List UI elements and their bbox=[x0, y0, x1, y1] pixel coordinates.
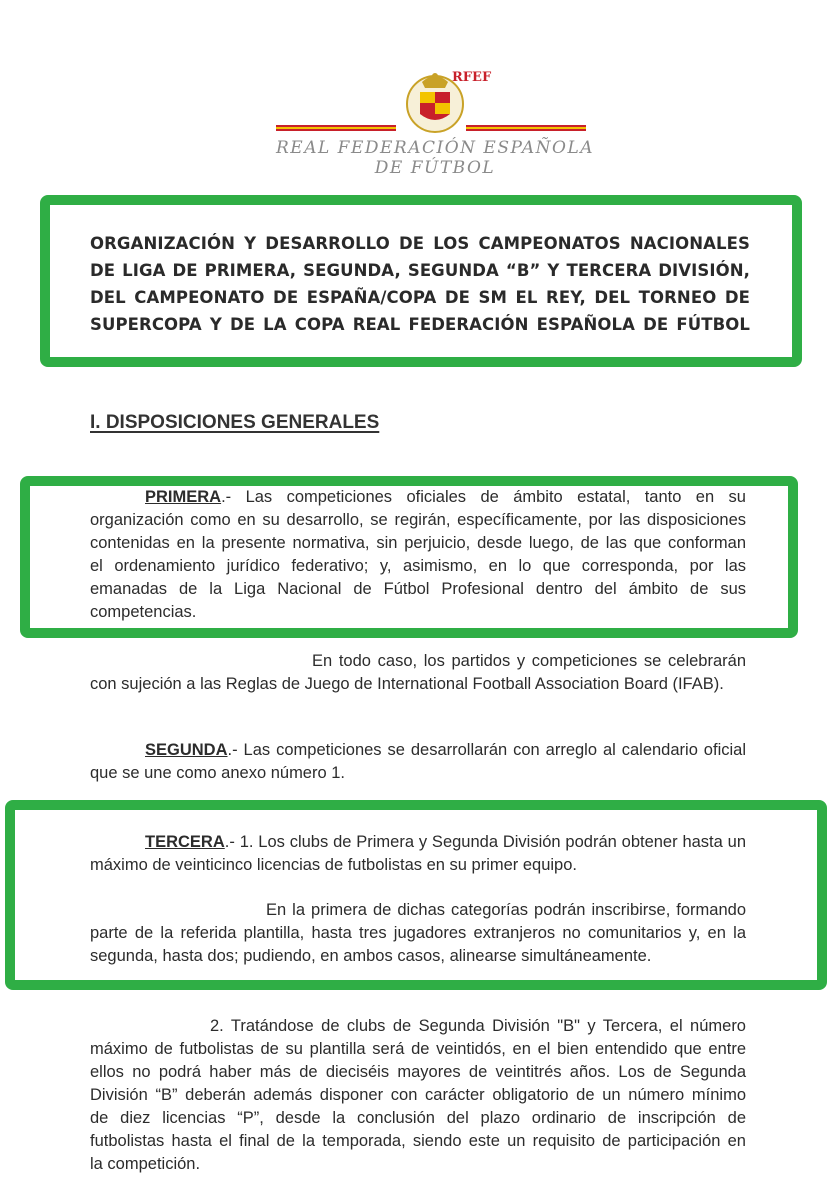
article-tercera-continued bbox=[90, 899, 746, 968]
letterhead bbox=[0, 0, 828, 180]
title-line: DE LIGA DE PRIMERA, SEGUNDA, SEGUNDA “B” Y TERCERA DIVISIÓN, bbox=[90, 261, 750, 280]
rfef-monogram: RFEF bbox=[452, 70, 492, 85]
paragraph-line: máximo de futbolistas de su plantilla será de veintidós, en el bien entendido que entre bbox=[90, 1040, 746, 1058]
paragraph-line: PRIMERA.- Las competiciones oficiales de ámbito estatal, tanto en su bbox=[145, 488, 746, 506]
paragraph-line: parte de la referida plantilla, hasta tres jugadores extranjeros no comunitarios y, en la bbox=[90, 924, 746, 942]
article-primera-continued bbox=[90, 650, 746, 696]
paragraph-line: En la primera de dichas categorías podrán inscribirse, formando bbox=[266, 901, 746, 919]
article-label: SEGUNDA bbox=[145, 741, 228, 759]
paragraph-line: 2. Tratándose de clubs de Segunda División "B" y Tercera, el número bbox=[210, 1017, 746, 1035]
paragraph-line: futbolistas hasta el final de la temporada, siendo este un requisito de participación en bbox=[90, 1132, 746, 1150]
paragraph-line: máximo de veinticinco licencias de futbolistas en su primer equipo. bbox=[90, 856, 577, 874]
article-segunda bbox=[90, 739, 746, 785]
paragraph-line: segunda, hasta dos; pudiendo, en ambos casos, alinearse simultáneamente. bbox=[90, 947, 652, 965]
paragraph-line: de diez licencias “P”, desde la conclusión del plazo ordinario de inscripción de bbox=[90, 1109, 746, 1127]
article-primera bbox=[90, 486, 746, 624]
paragraph-line: organización como en su desarrollo, se regirán, específicamente, por las disposiciones bbox=[90, 511, 746, 529]
article-tercera-point-2 bbox=[90, 1015, 746, 1176]
paragraph-line: TERCERA.- 1. Los clubs de Primera y Segunda División podrán obtener hasta un bbox=[145, 833, 746, 851]
paragraph-line: División “B” deberán además disponer con carácter obligatorio de un número mínimo bbox=[90, 1086, 746, 1104]
article-label: PRIMERA bbox=[145, 488, 222, 506]
title-line: DEL CAMPEONATO DE ESPAÑA/COPA DE SM EL REY, DEL TORNEO DE bbox=[90, 288, 750, 307]
paragraph-line: contenidas en la presente normativa, sin perjuicio, desde luego, de las que conforman bbox=[90, 534, 746, 552]
paragraph-line: ellos no podrá haber más de dieciséis mayores de veintitrés años. Los de Segunda bbox=[90, 1063, 746, 1081]
federation-name: REAL FEDERACIÓN ESPAÑOLA DE FÚTBOL bbox=[275, 138, 595, 178]
paragraph-line: SEGUNDA.- Las competiciones se desarrollarán con arreglo al calendario oficial bbox=[145, 741, 746, 759]
paragraph-line: En todo caso, los partidos y competiciones se celebrarán bbox=[312, 652, 746, 670]
paragraph-line: con sujeción a las Reglas de Juego de International Football Association Board (IFAB). bbox=[90, 675, 724, 693]
article-label: TERCERA bbox=[145, 833, 225, 851]
title-line: ORGANIZACIÓN Y DESARROLLO DE LOS CAMPEONATOS NACIONALES bbox=[90, 234, 750, 253]
article-tercera bbox=[90, 831, 746, 877]
flag-stripe-right bbox=[466, 125, 586, 131]
paragraph-line: competencias. bbox=[90, 603, 197, 621]
paragraph-line: emanadas de la Liga Nacional de Fútbol Profesional dentro del ámbito de sus bbox=[90, 580, 746, 598]
document-title bbox=[90, 230, 750, 338]
paragraph-line: la competición. bbox=[90, 1155, 201, 1173]
title-line: SUPERCOPA Y DE LA COPA REAL FEDERACIÓN ESPAÑOLA DE FÚTBOL bbox=[90, 315, 750, 334]
section-heading: I. DISPOSICIONES GENERALES bbox=[90, 412, 380, 433]
paragraph-line: el ordenamiento jurídico federativo; y, asimismo, en lo que corresponda, por las bbox=[90, 557, 746, 575]
flag-stripe-left bbox=[276, 125, 396, 131]
paragraph-line: que se une como anexo número 1. bbox=[90, 764, 346, 782]
